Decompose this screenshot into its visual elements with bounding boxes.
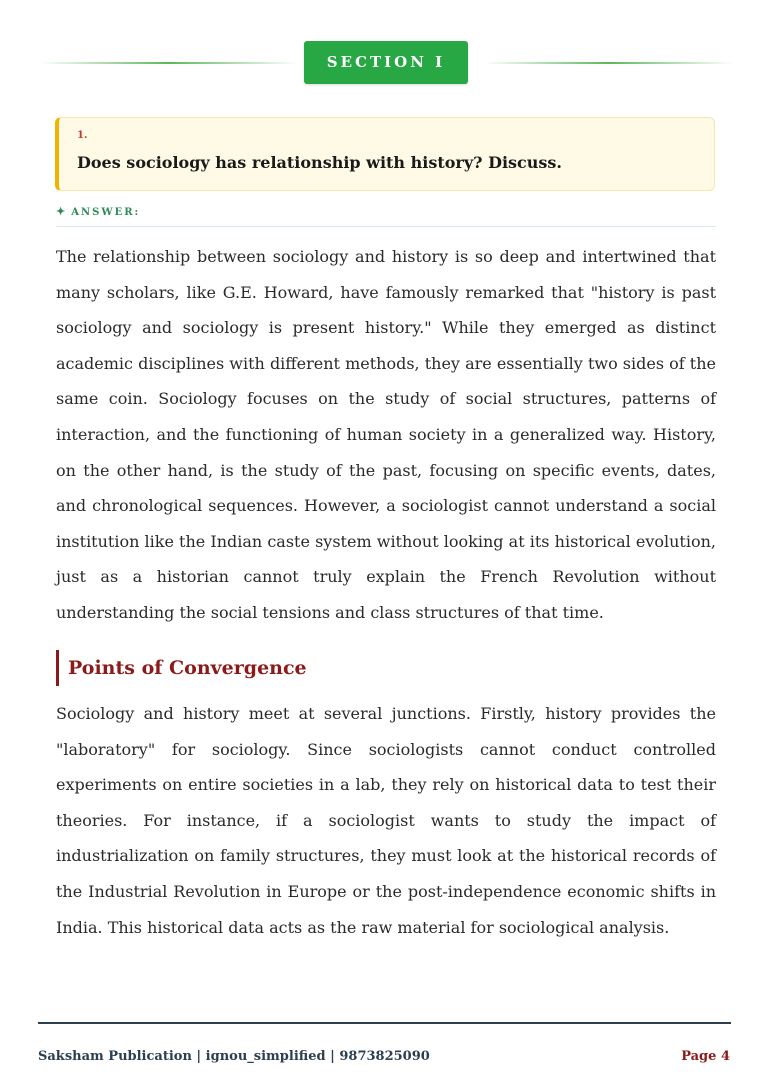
question-text: Does sociology has relationship with history? Discuss. [77,153,562,172]
answer-label-text: ANSWER: [71,207,141,218]
page-number: Page 4 [681,1049,730,1064]
answer-paragraph: The relationship between sociology and history is so deep and intertwined that many scholars, like G.E. Howard, have famously remarked that "history is past sociology and sociology is present history." While they emerged as distinct academic disciplines with different methods, they are essentially two sides of the same coin. Sociology focuses on the study of social structures, patterns of interaction, and the functioning of human society in a generalized way. History, on the other hand, is the study of the past, focusing on specific events, dates, and chronological sequences. However, a sociologist cannot understand a social institution like the Indian caste system without looking at its historical evolution, just as a historian cannot truly explain the French Revolution without understanding the social tensions and class structures of that time. [56,247,716,622]
section-header [0,41,768,85]
section-badge: SECTION I [304,41,468,84]
section-divider-left [40,62,298,64]
question-card [55,117,715,191]
footer-divider [38,1022,731,1024]
convergence-paragraph: Sociology and history meet at several junctions. Firstly, history provides the "laboratory" for sociology. Since sociologists cannot conduct controlled experiments on entire societies in a lab, they rely on historical data to test their theories. For instance, if a sociologist wants to study the impact of industrialization on family structures, they must look at the historical records of the Industrial Revolution in Europe or the post-independence economic shifts in India. This historical data acts as the raw material for sociological analysis. [56,704,716,937]
answer-divider [56,226,716,227]
section-divider-right [484,62,734,64]
diamond-icon: ✦ [56,205,68,218]
footer-publisher: Saksham Publication | ignou_simplified | 9873825090 [38,1049,430,1064]
answer-label [56,205,140,218]
section-heading-convergence: Points of Convergence [56,650,307,686]
question-number: 1. [77,130,88,141]
